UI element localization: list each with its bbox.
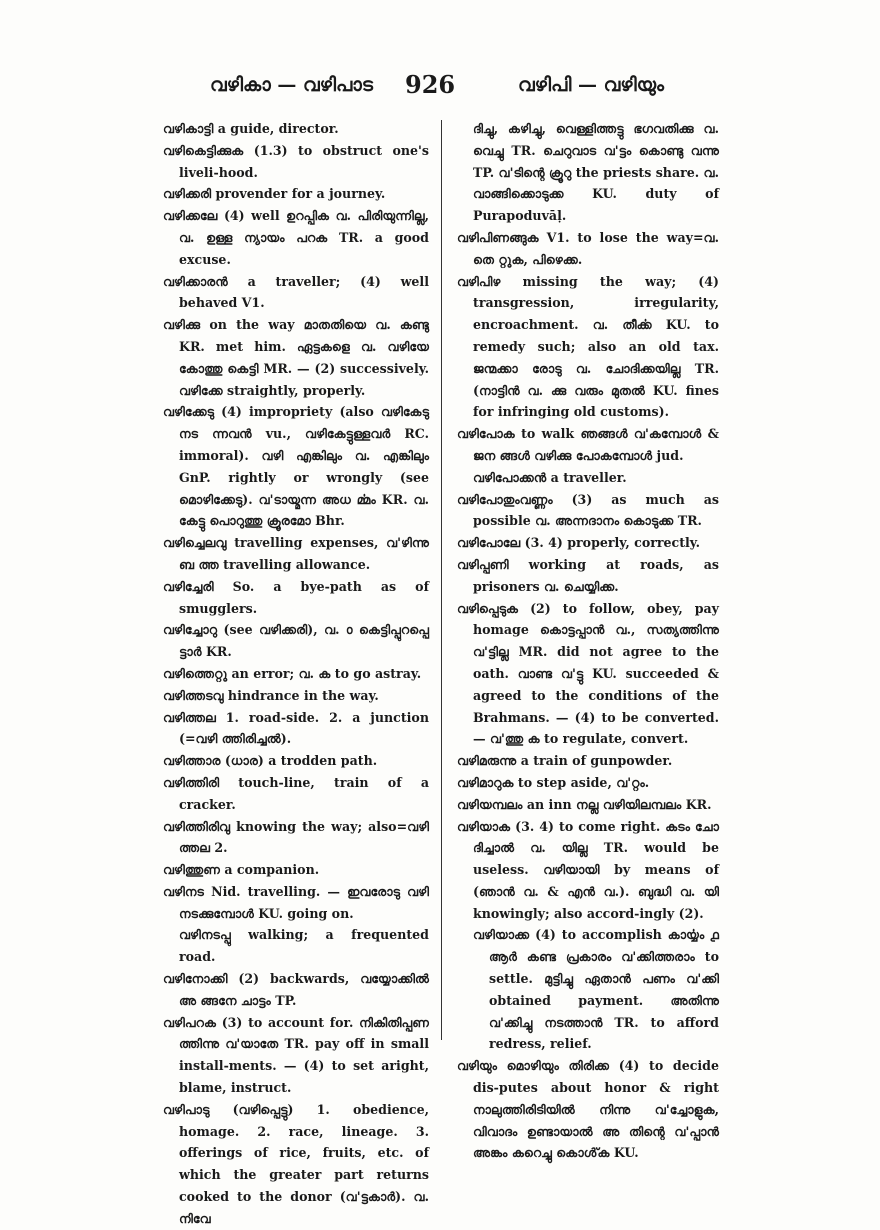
dictionary-entry: വഴിയും മൊഴിയും തിരിക്ക (4) to decide dis-putes about honor & right നാലുത്തിരിടിയിൽ നിന്നു വ'ച്ചോളുക, വിവാദം ഉണ്ടായാൽ അ തിന്റെ വ'പ്പാൻ അങ്കം കറെച്ചു കൊൾ്ക KU. xyxy=(457,1058,719,1161)
dictionary-entry: വഴിപിണങ്ങുക V1. to lose the way=വ. തെ റ്റുക, പിഴെക്ക. xyxy=(457,229,719,267)
dictionary-entry: വഴിത്തെറ്റു an error; വ. ക to go astray. xyxy=(163,665,422,681)
dictionary-entry: വഴിമാറുക to step aside, വ'റ്റം. xyxy=(457,774,650,790)
dictionary-entry: വഴിനടപ്പു walking; a frequented road. xyxy=(179,927,429,965)
header-left-guideword: വഴികാ — വഴിപാട xyxy=(210,74,373,96)
page-number: 926 xyxy=(405,70,456,99)
dictionary-entry: വഴിച്ചോറു (see വഴിക്കരി), വ. ൦ കെട്ടിപ്പുറപ്പെ ട്ടാർ KR. xyxy=(163,622,429,660)
dictionary-entry: വഴിനോക്കി (2) backwards, വയ്യോക്കിൽ അ ങ്ങനേ ചാട്ടം TP. xyxy=(163,971,429,1008)
dictionary-entry: വഴിത്തിരി touch-line, train of a cracker. xyxy=(163,774,429,812)
header-right-guideword: വഴിപി — വഴിയും xyxy=(518,74,664,96)
dictionary-entry: വഴിയാക (3. 4) to come right. കടം ചോ ദിച്ചാൽ വ. യില്ല TR. would be useless. വഴിയായി by means of (ഞാൻ വ. & എൻ വ.). ബുദ്ധി വ. യി knowingly; also accord-ingly (2). xyxy=(457,818,719,921)
dictionary-entry: വഴിത്താര (ധാര) a trodden path. xyxy=(163,753,378,769)
dictionary-entry: വഴികാട്ടി a guide, director. xyxy=(163,121,339,136)
dictionary-entry: വഴിച്ചേരി So. a bye-path as of smugglers. xyxy=(163,578,429,616)
dictionary-entry: വഴിച്ചെലവു travelling expenses, വ'ഴിന്നു ബ ത്ത travelling allowance. xyxy=(163,535,429,572)
dictionary-entry: വഴിക്കാരൻ a traveller; (4) well behaved V1. xyxy=(163,273,429,311)
dictionary-entry: വഴിത്തിരിവു knowing the way; also=വഴി ത്തല 2. xyxy=(163,818,429,856)
dictionary-entry: വഴിപോക്കൻ a traveller. xyxy=(473,469,627,485)
dictionary-entry: വഴികെട്ടിക്കുക (1.3) to obstruct one's liveli-hood. xyxy=(163,142,429,180)
dictionary-entry: വഴിപോതുംവണ്ണം (3) as much as possible വ. അന്നദാനം കൊടുക്ക TR. xyxy=(457,491,719,529)
dictionary-entry: ദിച്ചു, കഴിച്ചു, വെള്ളിത്തട്ടു ഭഗവതിക്കു വ. വെച്ചു TR. ചെറുവാട വ'ട്ടം കൊണ്ടു വന്നു TP. വ'ടിന്റെ ക്രൂറു the priests share. വ. വാങ്ങിക്കൊടുക്ക KU. duty of Purapoduvāḷ. xyxy=(473,121,719,224)
column-divider xyxy=(441,120,442,1040)
dictionary-entry: വഴിക്കലേ (4) well ഉറപ്പിക വ. പിരിയുന്നില്ല, വ. ഉള്ള ന്യായം പറക TR. a good excuse. xyxy=(163,208,429,267)
dictionary-entry: വഴിമരുന്നു a train of gunpowder. xyxy=(457,753,673,769)
dictionary-entry: വഴിപറക (3) to account for. നികിതിപ്പണ ത്തിന്നു വ'യാതേ TR. pay off in small install-ments. — (4) to set aright, blame, instruct. xyxy=(163,1014,429,1096)
left-column xyxy=(163,118,429,1230)
dictionary-entry: വഴിത്തുണ a companion. xyxy=(163,862,320,878)
dictionary-entry: വഴിപോക to walk ഞങ്ങൾ വ'കമ്പോൾ & ജന ങ്ങൾ വഴിക്കു പോകമ്പോൾ jud. xyxy=(457,426,719,463)
dictionary-entry: വഴിപ്പെടുക (2) to follow, obey, pay homage കൊട്ടപ്പാൻ വ., സത്യത്തിന്നു വ'ട്ടില്ല MR. did not agree to the oath. വാണ്ട വ'ട്ടു KU. succeeded & agreed to the conditions of the Brahmans. — (4) to be converted. — വ'ത്തു ക to regulate, convert. xyxy=(457,600,719,747)
dictionary-entry: വഴിനട Nid. travelling. — ഇവരോടു വഴി നടക്കുമ്പോൾ KU. going on. xyxy=(163,883,429,921)
dictionary-entry: വഴിത്തല 1. road-side. 2. a junction (=വഴി ത്തിരിച്ചൽ). xyxy=(163,709,429,747)
dictionary-entry: വഴിയമ്പലം an inn നല്ല വഴിയിലമ്പലം KR. xyxy=(457,796,712,812)
dictionary-entry: വഴിപ്പണി working at roads, as prisoners വ. ചെയ്യിക്ക. xyxy=(457,556,719,594)
page-header xyxy=(0,70,880,110)
dictionary-entry: വഴിയാക്ക (4) to accomplish കാൎയ്യം ൧ ആർ കണ്ട പ്രകാരം വ'ക്കിത്തരാം to settle. മുട്ടിച്ചു ഏതാൻ പണം വ'ക്കി obtained payment. അതിന്നു വ'ക്കിച്ചു നടത്താൻ TR. to afford redress, relief. xyxy=(473,927,719,1052)
dictionary-entry: വഴിക്കരി provender for a journey. xyxy=(163,186,386,202)
dictionary-entry: വഴിത്തടവു hindrance in the way. xyxy=(163,687,379,703)
right-column xyxy=(457,118,719,1164)
dictionary-entry: വഴിപോലേ (3. 4) properly, correctly. xyxy=(457,535,701,551)
dictionary-entry: വഴിപിഴ missing the way; (4) transgression, irregularity, encroachment. വ. തീൎക്ക KU. to remedy such; also an old tax. ജന്മക്കാ രോടു വ. ചോദിക്കയില്ല TR. (നാട്ടിൻ വ. ക്കു വരും മുതൽ KU. fines for infringing old customs). xyxy=(457,273,719,420)
dictionary-entry: വഴിപാടു (വഴിപ്പെട്ടു) 1. obedience, homage. 2. race, lineage. 3. offerings of rice, fruits, etc. of which the greater part returns cooked to the donor (വ'ട്ടകാർ). വ. നിവേ xyxy=(163,1101,429,1226)
dictionary-entry: വഴിക്കു on the way മാതതിയെ വ. കണ്ടു KR. met him. ഏട്ടകളെ വ. വഴിയേ കോത്തു കെട്ടി MR. — (2) successively. വഴിക്കേ straightly, properly. xyxy=(163,317,429,398)
dictionary-entry: വഴിക്കേടു (4) impropriety (also വഴികേടു നട ന്നവൻ vu., വഴികേട്ടുള്ളവർ RC. immoral). വഴി എങ്കിലും വ. എങ്കിലും GnP. rightly or wrongly (see മൊഴിക്കേടു). വ'ടായ്മന്ന അധ ൎമ്മം KR. വ. കേട്ടു പൊറുത്തു ക്രൂരമോ Bhr. xyxy=(163,404,429,529)
